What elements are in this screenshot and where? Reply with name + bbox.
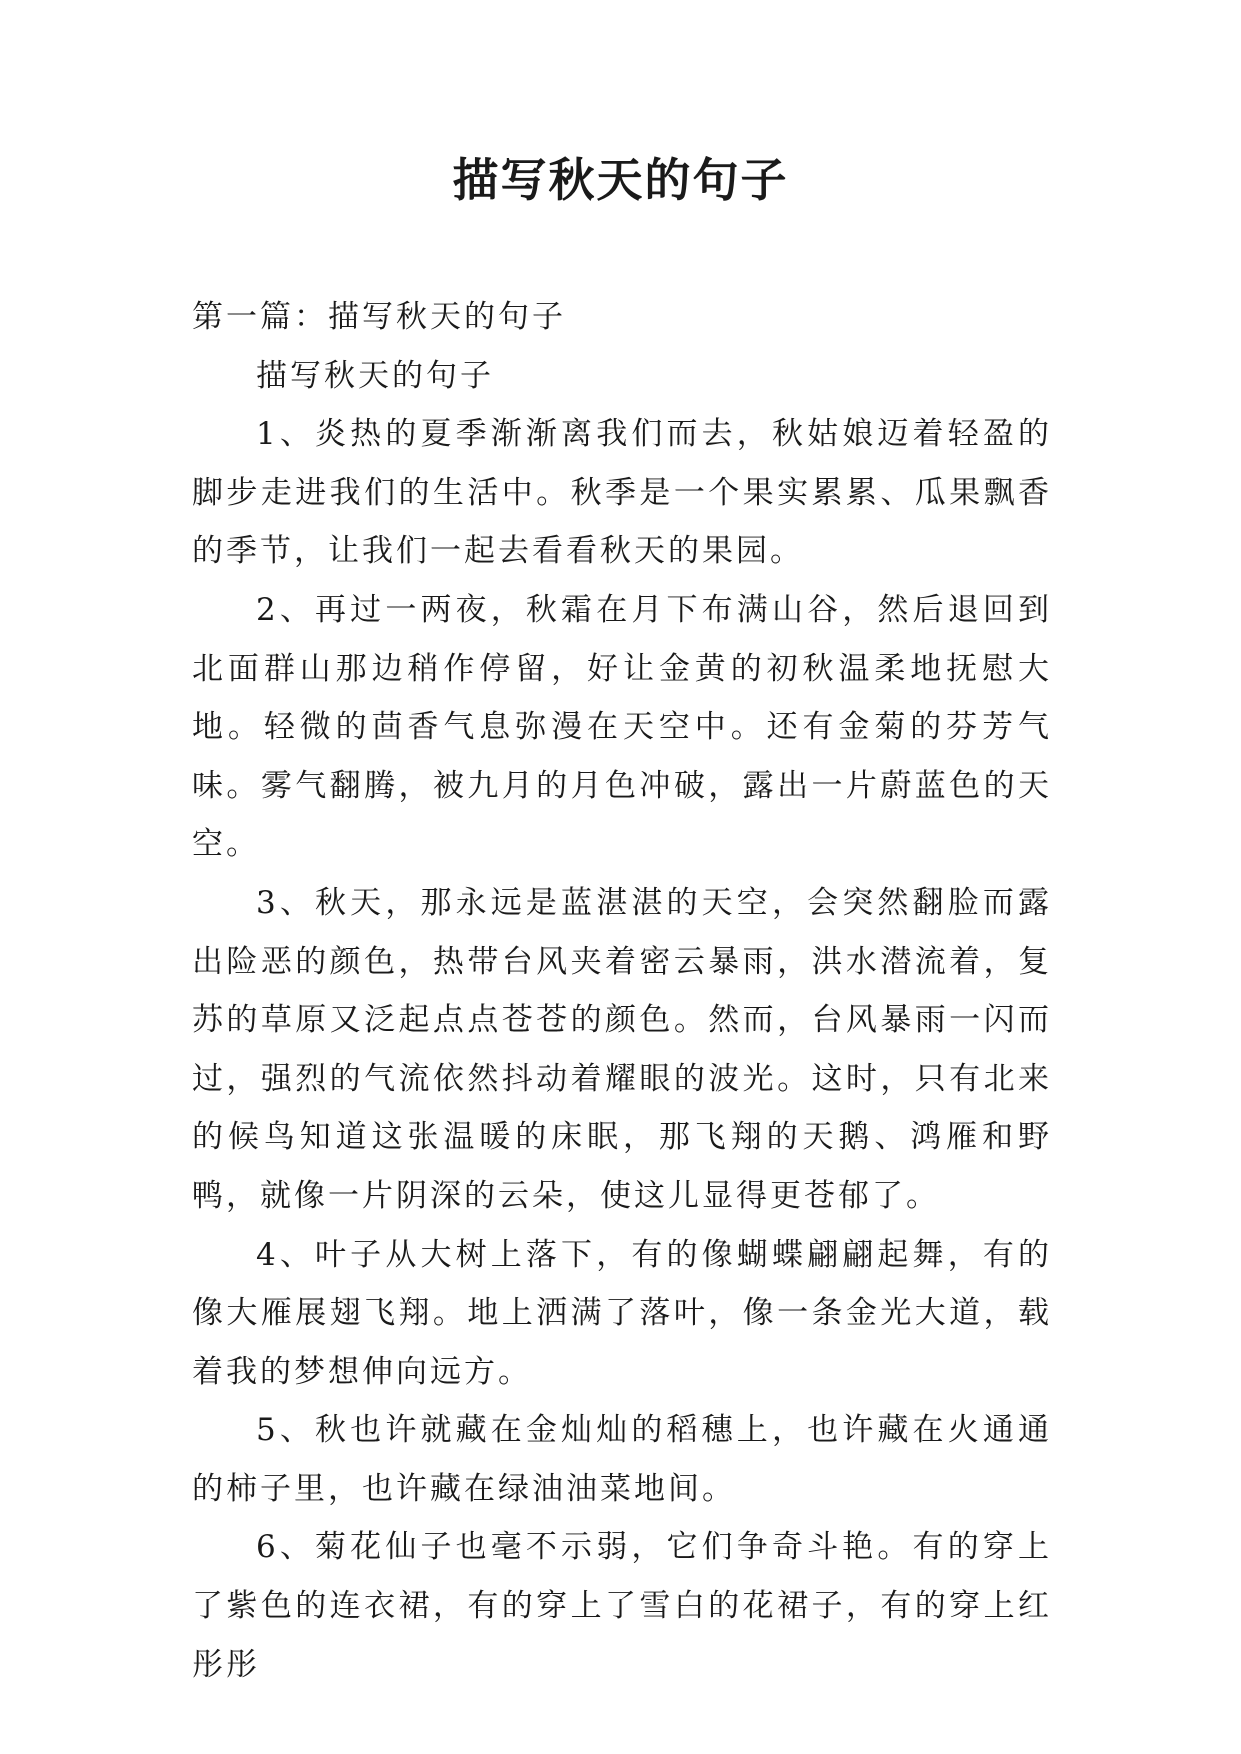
paragraph-3: 3、秋天，那永远是蓝湛湛的天空，会突然翻脸而露出险恶的颜色，热带台风夹着密云暴雨，洪水潜流着，复苏的草原又泛起点点苍苍的颜色。然而，台风暴雨一闪而过，强烈的气流依然抖动着耀眼的波光。这时，只有北来的候鸟知道这张温暖的床眠，那飞翔的天鹅、鸿雁和野鸭，就像一片阴深的云朵，使这儿显得更苍郁了。 bbox=[192, 884, 1052, 1214]
section-subtitle: 描写秋天的句子 bbox=[256, 357, 494, 394]
section-heading: 第一篇：描写秋天的句子 bbox=[192, 299, 566, 335]
document-title: 描写秋天的句子 bbox=[452, 153, 789, 207]
document-body bbox=[192, 288, 1052, 1694]
paragraph-2: 2、再过一两夜，秋霜在月下布满山谷，然后退回到北面群山那边稍作停留，好让金黄的初秋温柔地抚慰大地。轻微的茴香气息弥漫在天空中。还有金菊的芬芳气味。雾气翻腾，被九月的月色冲破，露出一片蔚蓝色的天空。 bbox=[192, 591, 1052, 863]
paragraph-1: 1、炎热的夏季渐渐离我们而去，秋姑娘迈着轻盈的脚步走进我们的生活中。秋季是一个果实累累、瓜果飘香的季节，让我们一起去看看秋天的果园。 bbox=[192, 416, 1052, 570]
paragraph-5: 5、秋也许就藏在金灿灿的稻穗上，也许藏在火通通的柿子里，也许藏在绿油油菜地间。 bbox=[192, 1412, 1052, 1507]
paragraph-6: 6、菊花仙子也毫不示弱，它们争奇斗艳。有的穿上了紫色的连衣裙，有的穿上了雪白的花裙子，有的穿上红彤彤 bbox=[192, 1529, 1052, 1683]
paragraph-4: 4、叶子从大树上落下，有的像蝴蝶翩翩起舞，有的像大雁展翅飞翔。地上洒满了落叶，像一条金光大道，载着我的梦想伸向远方。 bbox=[192, 1236, 1052, 1390]
